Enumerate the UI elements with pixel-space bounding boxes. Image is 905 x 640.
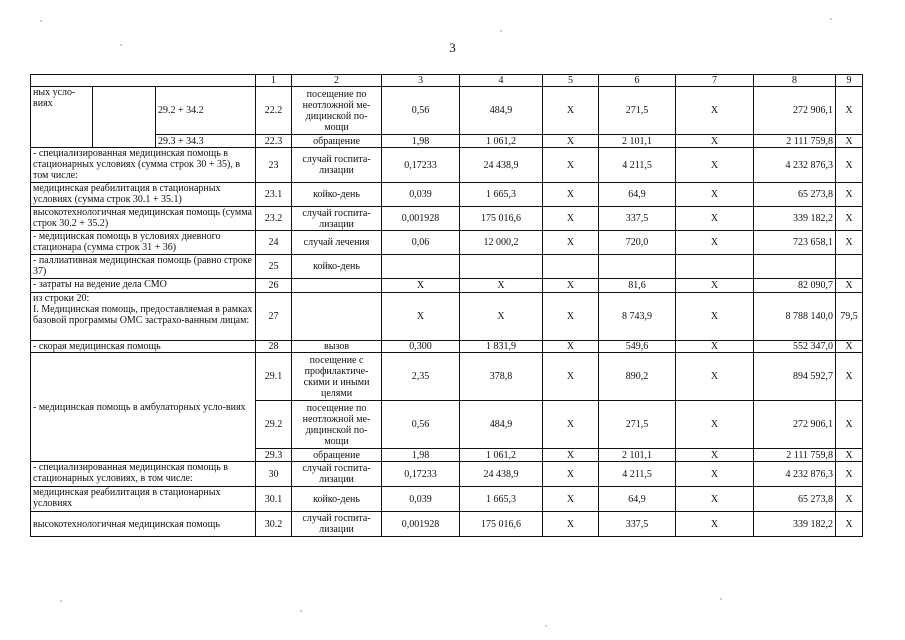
row-unit (292, 279, 382, 293)
cell-v3: 0,001928 (382, 512, 460, 537)
cell-v5: X (543, 512, 599, 537)
cell-v5: X (543, 487, 599, 512)
row-number: 23.2 (256, 207, 292, 231)
cell-v8: 65 273,8 (754, 183, 836, 207)
cell-v3: 0,17233 (382, 148, 460, 183)
cell-v8: 4 232 876,3 (754, 148, 836, 183)
scan-speck (120, 44, 122, 46)
cell-v4: 1 831,9 (460, 341, 543, 353)
cell-v7: X (676, 148, 754, 183)
row-unit: койко-день (292, 255, 382, 279)
table-row (31, 148, 863, 183)
cell-v7: X (676, 341, 754, 353)
row-label: высокотехнологичная медицинская помощь (сумма строк 30.2 + 35.2) (31, 207, 256, 231)
cell-v3: 0,039 (382, 487, 460, 512)
row-label: - медицинская помощь в условиях дневного стационара (сумма строк 31 + 36) (31, 231, 256, 255)
row-number: 23.1 (256, 183, 292, 207)
row-unit: койко-день (292, 487, 382, 512)
cell-v7: X (676, 512, 754, 537)
cell-v6: 337,5 (599, 207, 676, 231)
row-label: высокотехнологичная медицинская помощь (31, 512, 256, 537)
row-number: 30.1 (256, 487, 292, 512)
cell-v6: 271,5 (599, 87, 676, 135)
row-sum-formula: 29.3 + 34.3 (156, 135, 256, 148)
cell-v9: X (836, 401, 863, 449)
cell-v4: 24 438,9 (460, 148, 543, 183)
row-number: 30.2 (256, 512, 292, 537)
cell-v5: X (543, 279, 599, 293)
row-label: ных усло- виях (31, 87, 93, 148)
cell-v8: 894 592,7 (754, 353, 836, 401)
row-unit: случай лечения (292, 231, 382, 255)
scan-speck (545, 625, 547, 627)
scan-speck (500, 30, 502, 32)
table-row (31, 207, 863, 231)
row-number: 29.1 (256, 353, 292, 401)
row-unit: вызов (292, 341, 382, 353)
row-label: - специализированная медицинская помощь в стационарных условиях (сумма строк 30 + 35), в том числе: (31, 148, 256, 183)
cell-v9: X (836, 512, 863, 537)
row-label: медицинская реабилитация в стационарных условиях (31, 487, 256, 512)
cell-v9: X (836, 462, 863, 487)
row-label: - затраты на ведение дела СМО (31, 279, 256, 293)
cell-v6: 8 743,9 (599, 293, 676, 341)
cell-v9: X (836, 449, 863, 462)
header-cell: 9 (836, 75, 863, 87)
page-number: 3 (449, 40, 456, 55)
cell-v7: X (676, 135, 754, 148)
cell-v3: 1,98 (382, 135, 460, 148)
table-header-row (31, 75, 863, 87)
cell-v4: 175 016,6 (460, 512, 543, 537)
row-unit: посещение по неотложной ме-дицинской по-мощи (292, 87, 382, 135)
cell-v3: 0,06 (382, 231, 460, 255)
row-label: из строки 20: I. Медицинская помощь, предоставляемая в рамках базовой программы ОМС застрахо-ванным лицам: (31, 293, 256, 341)
cell-v6: 337,5 (599, 512, 676, 537)
table-row (31, 135, 863, 148)
header-cell: 1 (256, 75, 292, 87)
cell-v4: 1 665,3 (460, 487, 543, 512)
row-label: - медицинская помощь в амбулаторных усло-виях (31, 353, 256, 462)
cell-v5: X (543, 183, 599, 207)
cell-v6: 2 101,1 (599, 135, 676, 148)
table-row (31, 341, 863, 353)
cell-v4: X (460, 293, 543, 341)
row-number: 23 (256, 148, 292, 183)
cell-v5: X (543, 207, 599, 231)
row-unit: обращение (292, 135, 382, 148)
cell-v7: X (676, 231, 754, 255)
cell-v4: 484,9 (460, 87, 543, 135)
cell-v4: 24 438,9 (460, 462, 543, 487)
row-number: 22.2 (256, 87, 292, 135)
row-number: 26 (256, 279, 292, 293)
cell-v5: X (543, 449, 599, 462)
row-label: - паллиативная медицинская помощь (равно строке 37) (31, 255, 256, 279)
row-unit: случай госпита-лизации (292, 462, 382, 487)
cell-v5: X (543, 293, 599, 341)
cell-v7: X (676, 279, 754, 293)
cell-v8 (754, 255, 836, 279)
table-row (31, 279, 863, 293)
table-row (31, 183, 863, 207)
cell-v9: X (836, 341, 863, 353)
cell-v9: X (836, 231, 863, 255)
cell-v6: 64,9 (599, 183, 676, 207)
cell-v5: X (543, 462, 599, 487)
cell-v8: 8 788 140,0 (754, 293, 836, 341)
table-row (31, 231, 863, 255)
cell-v5: X (543, 341, 599, 353)
row-number: 22.3 (256, 135, 292, 148)
cell-v6: 549,6 (599, 341, 676, 353)
cell-v6: 4 211,5 (599, 462, 676, 487)
table-row (31, 353, 863, 401)
cell-v8: 4 232 876,3 (754, 462, 836, 487)
header-cell: 6 (599, 75, 676, 87)
cell-v4: 378,8 (460, 353, 543, 401)
cell-v9: 79,5 (836, 293, 863, 341)
row-number: 30 (256, 462, 292, 487)
row-unit: посещение по неотложной ме-дицинской по-мощи (292, 401, 382, 449)
table-row (31, 512, 863, 537)
cell-v7: X (676, 183, 754, 207)
scan-speck (720, 598, 722, 600)
cell-v3: 2,35 (382, 353, 460, 401)
cell-v3: 0,56 (382, 87, 460, 135)
cell-v5: X (543, 135, 599, 148)
cell-v3 (382, 255, 460, 279)
cell-v6: 890,2 (599, 353, 676, 401)
table-row (31, 487, 863, 512)
row-unit (292, 293, 382, 341)
row-unit: койко-день (292, 183, 382, 207)
cell-v4: 175 016,6 (460, 207, 543, 231)
cell-v6: 271,5 (599, 401, 676, 449)
row-unit: посещение с профилактиче-скими и иными целями (292, 353, 382, 401)
cell-v9: X (836, 353, 863, 401)
header-cell: 5 (543, 75, 599, 87)
cell-v4: 12 000,2 (460, 231, 543, 255)
cell-v4: X (460, 279, 543, 293)
cell-v5: X (543, 148, 599, 183)
header-cell: 7 (676, 75, 754, 87)
scan-speck (40, 20, 42, 22)
cell-v5 (543, 255, 599, 279)
cell-v9: X (836, 135, 863, 148)
cell-v8: 65 273,8 (754, 487, 836, 512)
header-cell: 2 (292, 75, 382, 87)
scan-speck (300, 610, 302, 612)
row-label: - скорая медицинская помощь (31, 341, 256, 353)
row-number: 25 (256, 255, 292, 279)
cell-v4 (460, 255, 543, 279)
cell-v6: 2 101,1 (599, 449, 676, 462)
cell-v3: X (382, 279, 460, 293)
cell-v9 (836, 255, 863, 279)
cell-v6 (599, 255, 676, 279)
cell-v5: X (543, 401, 599, 449)
cell-v8: 82 090,7 (754, 279, 836, 293)
cell-v7: X (676, 401, 754, 449)
cell-v6: 81,6 (599, 279, 676, 293)
cell-v9: X (836, 87, 863, 135)
cell-v9: X (836, 279, 863, 293)
cell-v3: 1,98 (382, 449, 460, 462)
row-unit: обращение (292, 449, 382, 462)
cell-v7: X (676, 449, 754, 462)
cell-v6: 4 211,5 (599, 148, 676, 183)
row-label: медицинская реабилитация в стационарных условиях (сумма строк 30.1 + 35.1) (31, 183, 256, 207)
row-unit: случай госпита-лизации (292, 207, 382, 231)
cell-v6: 720,0 (599, 231, 676, 255)
cell-v5: X (543, 353, 599, 401)
header-cell-label (31, 75, 256, 87)
row-number: 27 (256, 293, 292, 341)
cell-v5: X (543, 231, 599, 255)
cell-v7 (676, 255, 754, 279)
row-number: 28 (256, 341, 292, 353)
cell-v9: X (836, 183, 863, 207)
cell-v7: X (676, 462, 754, 487)
cell-v8: 2 111 759,8 (754, 449, 836, 462)
row-label: - специализированная медицинская помощь в стационарных условиях, в том числе: (31, 462, 256, 487)
cell-v8: 272 906,1 (754, 401, 836, 449)
cell-v8: 552 347,0 (754, 341, 836, 353)
cell-v8: 339 182,2 (754, 512, 836, 537)
scan-speck (60, 600, 62, 602)
scan-speck (830, 18, 832, 20)
cell-v9: X (836, 148, 863, 183)
tariff-table (30, 74, 863, 537)
cell-v9: X (836, 207, 863, 231)
cell-v7: X (676, 207, 754, 231)
cell-v8: 723 658,1 (754, 231, 836, 255)
cell-v7: X (676, 353, 754, 401)
cell-v7: X (676, 293, 754, 341)
row-label-empty (93, 87, 156, 148)
cell-v7: X (676, 87, 754, 135)
cell-v8: 2 111 759,8 (754, 135, 836, 148)
header-cell: 8 (754, 75, 836, 87)
cell-v7: X (676, 487, 754, 512)
cell-v9: X (836, 487, 863, 512)
cell-v5: X (543, 87, 599, 135)
cell-v4: 1 061,2 (460, 449, 543, 462)
table-row (31, 462, 863, 487)
cell-v8: 272 906,1 (754, 87, 836, 135)
cell-v3: 0,039 (382, 183, 460, 207)
row-sum-formula: 29.2 + 34.2 (156, 87, 256, 135)
cell-v3: X (382, 293, 460, 341)
table-row (31, 255, 863, 279)
cell-v4: 1 665,3 (460, 183, 543, 207)
cell-v3: 0,56 (382, 401, 460, 449)
cell-v8: 339 182,2 (754, 207, 836, 231)
table-row (31, 87, 863, 135)
cell-v3: 0,001928 (382, 207, 460, 231)
table-row (31, 293, 863, 341)
cell-v3: 0,300 (382, 341, 460, 353)
cell-v6: 64,9 (599, 487, 676, 512)
header-cell: 3 (382, 75, 460, 87)
row-unit: случай госпита-лизации (292, 148, 382, 183)
row-number: 29.2 (256, 401, 292, 449)
cell-v4: 1 061,2 (460, 135, 543, 148)
row-number: 24 (256, 231, 292, 255)
header-cell: 4 (460, 75, 543, 87)
cell-v4: 484,9 (460, 401, 543, 449)
row-unit: случай госпита-лизации (292, 512, 382, 537)
cell-v3: 0,17233 (382, 462, 460, 487)
row-number: 29.3 (256, 449, 292, 462)
